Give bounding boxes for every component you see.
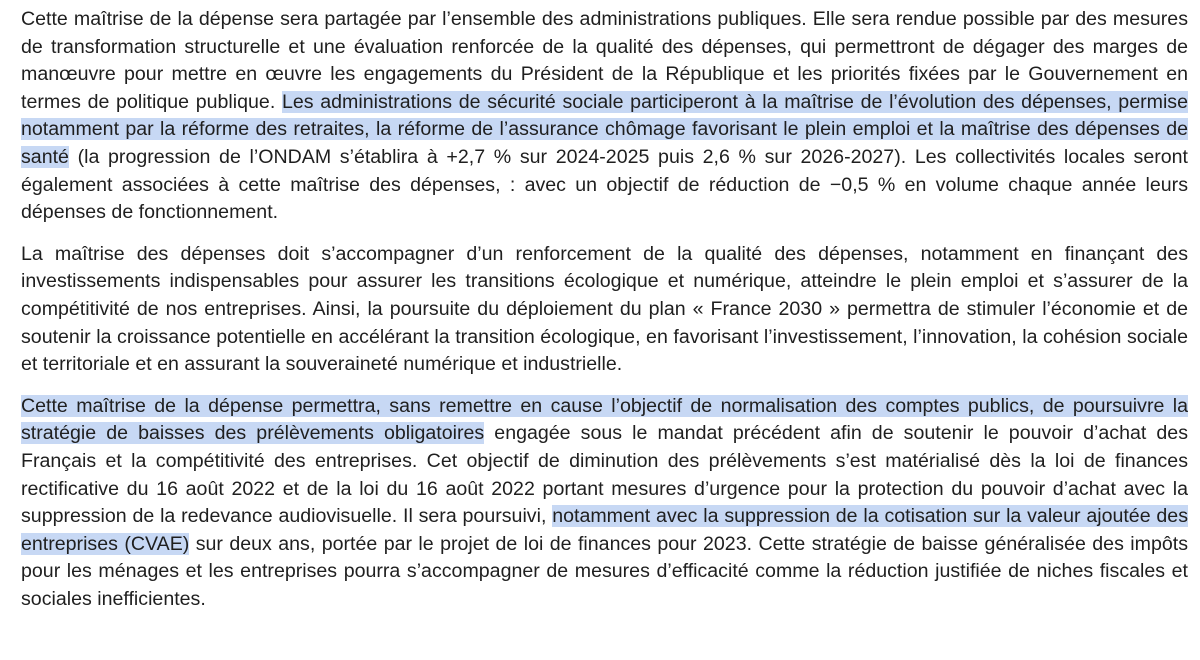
paragraph-1 <box>21 6 1188 227</box>
paragraph-2 <box>21 241 1188 379</box>
paragraph-3-text-continued: sur deux ans, portée par le projet de loi de finances pour 2023. Cette stratégie de baisse généralisée des impôts pour les ménages et les entreprises pourra s’accompagner de mesures d’efficacité comme la réduction justifiée de niches fiscales et sociales inefficientes. <box>21 532 1188 610</box>
paragraph-1-text: Cette maîtrise de la dépense sera partagée par l’ensemble des administrations publiques. Elle sera rendue possible par des mesures de transformation structurelle et une évaluation renforcée de la qualité des dépenses, qui permettront de dégager des marges de manœuvre pour mettre en œuvre les engagements du Président de la République et les priorités fixées par le Gouvernement en termes de politique publique. <box>21 8 1188 113</box>
paragraph-1-text-continued: (la progression de l’ONDAM s’établira à +2,7 % sur 2024-2025 puis 2,6 % sur 2026-2027). Les collectivités locales seront également associées à cette maîtrise des dépenses, : avec un objectif de réduction de −0,5 % en volume chaque année leurs dépenses de fonctionnement. <box>21 145 1188 224</box>
paragraph-2-text: La maîtrise des dépenses doit s’accompagner d’un renforcement de la qualité des dépenses, notamment en finançant des investissements indispensables pour assurer les transitions écologique et numérique, atteindre le plein emploi et s’assurer de la compétitivité de nos entreprises. Ainsi, la poursuite du déploiement du plan « France 2030 » permettra de stimuler l’économie et de soutenir la croissance potentielle en accélérant la transition écologique, en favorisant l’investissement, l’innovation, la cohésion sociale et territoriale et en assurant la souveraineté numérique et industrielle. <box>21 242 1188 376</box>
highlighted-passage-tax-cuts: Cette maîtrise de la dépense permettra, sans remettre en cause l’objectif de normalisation des comptes publics, de poursuivre la stratégie de baisses des prélèvements obligatoires <box>21 394 1188 445</box>
paragraph-3 <box>21 393 1188 614</box>
highlighted-passage-social-security: Les administrations de sécurité sociale participeront à la maîtrise de l’évolution des dépenses, permise notamment par la réforme des retraites, la réforme de l’assurance chômage favorisant le plein emploi et la maîtrise des dépenses de santé <box>21 90 1188 168</box>
paragraph-3-text: engagée sous le mandat précédent afin de soutenir le pouvoir d’achat des Français et la compétitivité des entreprises. Cet objectif de diminution des prélèvements s’est matérialisé dès la loi de finances rectificative du 16 août 2022 et de la loi du 16 août 2022 portant mesures d’urgence pour la protection du pouvoir d’achat avec la suppression de la redevance audiovisuelle. Il sera poursuivi, <box>21 422 1188 528</box>
highlighted-passage-cvae: notamment avec la suppression de la cotisation sur la valeur ajoutée des entreprises (CVAE) <box>21 505 1189 555</box>
